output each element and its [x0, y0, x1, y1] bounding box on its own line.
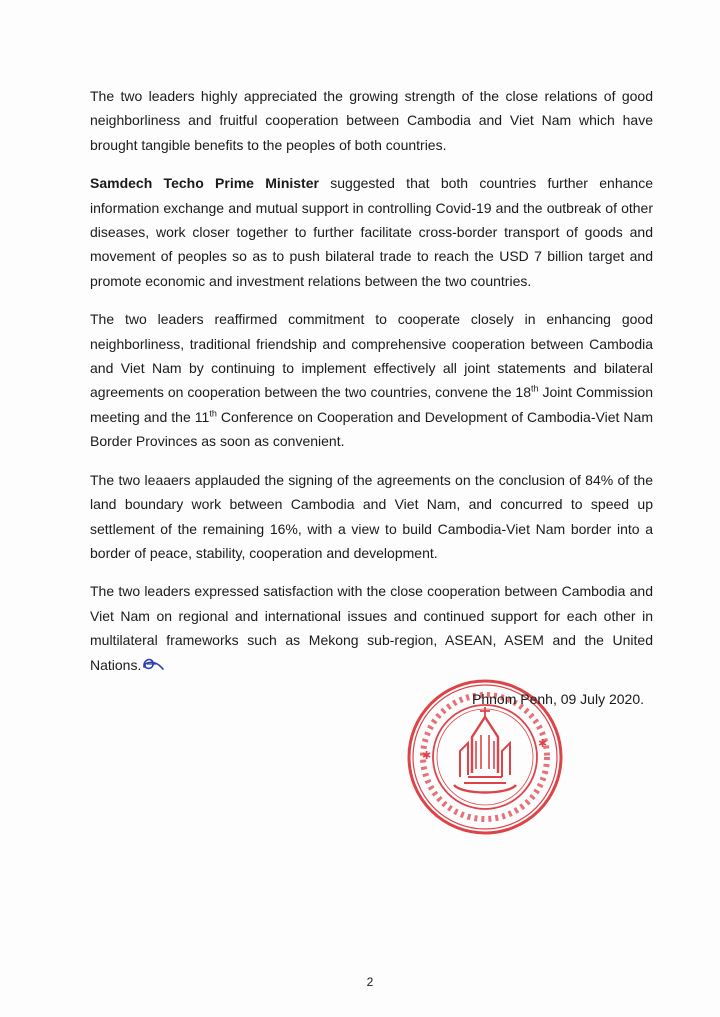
- paragraph-3-ordinal-1: th: [531, 383, 539, 394]
- paragraph-5-text: The two leaders expressed satisfaction with the close cooperation between Cambodia and Viet Nam on regional and international issues and continued support for each other in multilateral frameworks such as Mekong sub-region, ASEAN, ASEM and the United Nations.: [90, 583, 653, 673]
- svg-text:✱: ✱: [538, 737, 548, 750]
- paragraph-2: [90, 171, 653, 293]
- document-body: [90, 84, 653, 691]
- date-line: Phnom Penh, 09 July 2020.: [472, 691, 645, 707]
- handwritten-initial-icon: [141, 655, 165, 673]
- paragraph-2-text: suggested that both countries further enhance information exchange and mutual support in controlling Covid-19 and the outbreak of other diseases, work closer together to further facilitate cross-border transport of goods and movement of peoples so as to push bilateral trade to reach the USD 7 billion target and promote economic and investment relations between the two countries.: [90, 175, 653, 289]
- paragraph-3-part-1: The two leaders reaffirmed commitment to cooperate closely in enhancing good neighborliness, traditional friendship and comprehensive cooperation between Cambodia and Viet Nam by continuing to implement effectively all joint statements and bilateral agreements on cooperation between the two countries, convene the 18: [90, 311, 653, 401]
- paragraph-3-part-3: Conference on Cooperation and Development of Cambodia-Viet Nam Border Provinces as soon as convenient.: [90, 408, 653, 450]
- svg-text:✱: ✱: [422, 749, 432, 762]
- paragraph-3: [90, 307, 653, 453]
- paragraph-2-lead: Samdech Techo Prime Minister: [90, 175, 319, 192]
- paragraph-3-part-2: Joint Commission meeting and the 11: [90, 384, 654, 425]
- paragraph-4: The two leaaers applauded the signing of the agreements on the conclusion of 84% of the land boundary work between Cambodia and Viet Nam, and concurred to speed up settlement of the remaining 16%, with a view to build Cambodia-Viet Nam border into a border of peace, stability, cooperation and development.: [90, 471, 653, 561]
- paragraph-5: [90, 579, 653, 677]
- page-number: 2: [366, 975, 374, 989]
- paragraph-3-ordinal-2: th: [209, 408, 217, 419]
- paragraph-1: The two leaders highly appreciated the growing strength of the close relations of good neighborliness and fruitful cooperation between Cambodia and Viet Nam which have brought tangible benefits to the peoples of both countries.: [90, 88, 653, 153]
